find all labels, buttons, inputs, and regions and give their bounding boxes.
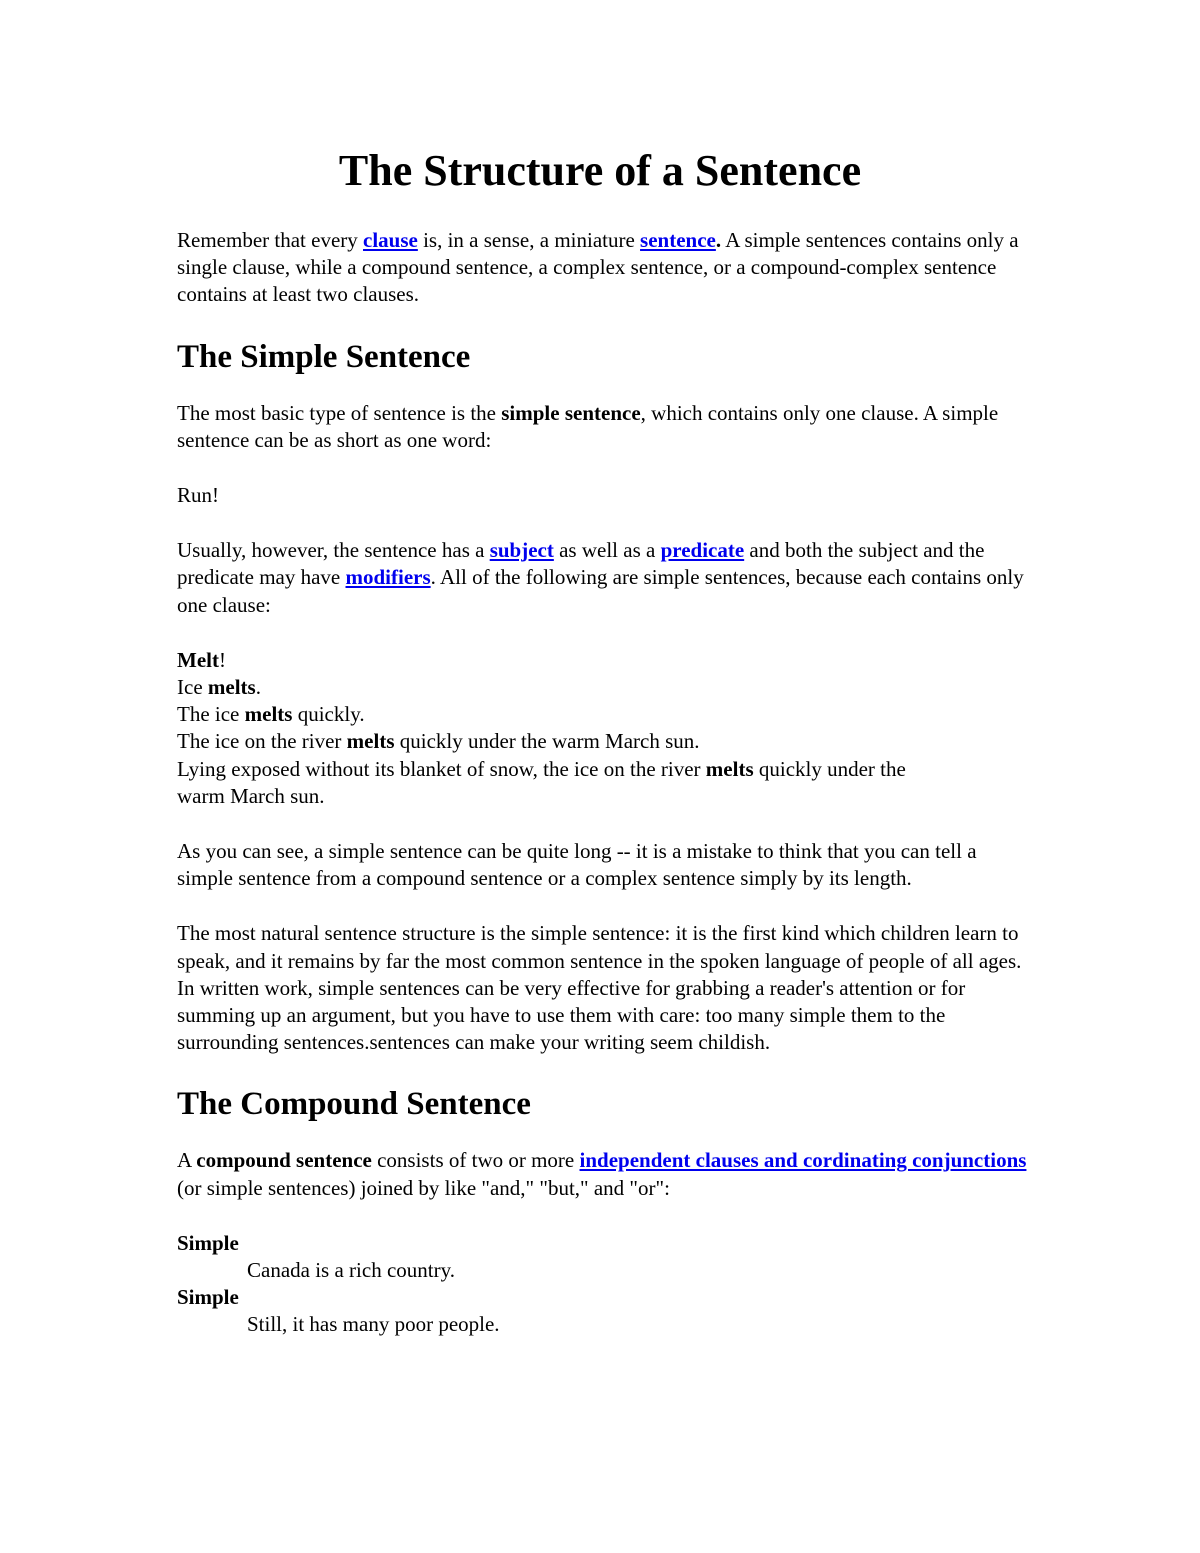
document-body <box>177 143 1037 1339</box>
link-predicate[interactable]: predicate <box>660 538 745 563</box>
simple-paragraph-4: The most natural sentence structure is the simple sentence: it is the first kind which children learn to speak, and it remains by far the most common sentence in the spoken language of people of all ages. In written work, simple sentences can be very effective for grabbing a reader's attention or for summing up an argument, but you have to use them with care: too many simple them to the surrounding sentences.sentences can make your writing seem childish. <box>177 921 1022 1055</box>
example-line <box>177 728 1037 755</box>
example-line <box>177 756 912 810</box>
link-modifiers[interactable]: modifiers <box>345 565 431 590</box>
example-verb: melts <box>705 756 754 781</box>
example-label: Simple <box>177 1230 239 1255</box>
intro-period: . <box>715 228 722 252</box>
section-heading-compound: The Compound Sentence <box>177 1086 531 1123</box>
compound-examples <box>177 1230 1037 1339</box>
intro-text: is, in a sense, a miniature <box>417 228 641 252</box>
section-heading-simple: The Simple Sentence <box>177 338 471 375</box>
compound-text: A <box>177 1148 197 1173</box>
page-title: The Structure of a Sentence <box>338 146 862 195</box>
simple-text: Usually, however, the sentence has a <box>177 538 490 563</box>
simple-examples-list <box>177 647 1037 810</box>
example-text: ! <box>218 647 226 672</box>
example-line <box>177 674 1037 701</box>
compound-text: (or simple sentences) joined by like "and," "but," and "or": <box>177 1175 670 1200</box>
example-verb: melts <box>346 729 395 754</box>
example-sentence: Still, it has many poor people. <box>247 1312 500 1337</box>
simple-term: simple sentence <box>501 400 641 425</box>
example-verb: melts <box>207 675 256 700</box>
example-text: Ice <box>177 675 208 700</box>
link-clause[interactable]: clause <box>363 228 418 252</box>
example-label: Simple <box>177 1285 239 1310</box>
intro-paragraph <box>177 227 1037 309</box>
example-verb: melts <box>244 702 293 727</box>
intro-text: A simple sentences contains only a single clause, while a compound sentence, a complex sentence, or a compound-complex sentence contains at least two clauses. <box>177 228 1019 307</box>
example-text: quickly. <box>292 702 365 727</box>
simple-text: as well as a <box>553 538 661 563</box>
example-line <box>177 647 1037 674</box>
simple-text: The most basic type of sentence is the <box>177 400 502 425</box>
example-text: The ice <box>177 702 245 727</box>
compound-term: compound sentence <box>196 1148 372 1173</box>
example-line <box>177 701 1037 728</box>
simple-paragraph-3: As you can see, a simple sentence can be quite long -- it is a mistake to think that you can tell a simple sentence from a compound sentence or a complex sentence simply by its length. <box>177 839 977 891</box>
example-verb: Melt <box>177 647 219 672</box>
example-text: Lying exposed without its blanket of snow, the ice on the river <box>177 756 706 781</box>
example-sentence: Canada is a rich country. <box>247 1258 455 1283</box>
compound-text: consists of two or more <box>371 1148 580 1173</box>
example-text: quickly under the warm March sun. <box>177 756 906 808</box>
simple-text: , which contains only one clause. A simple sentence can be as short as one word: <box>177 400 999 452</box>
example-text: . <box>255 675 261 700</box>
simple-text: and both the subject and the predicate may have <box>177 538 985 590</box>
intro-text: Remember that every <box>177 228 364 252</box>
compound-paragraph-1 <box>177 1147 1037 1201</box>
simple-paragraph-2 <box>177 537 1037 619</box>
simple-paragraph-1 <box>177 400 1037 454</box>
simple-text: . All of the following are simple sentences, because each contains only one clause: <box>177 565 1024 617</box>
example-run: Run! <box>177 483 219 508</box>
link-independent-clauses[interactable]: independent clauses and cordinating conjunctions <box>579 1148 1027 1173</box>
example-text: quickly under the warm March sun. <box>394 729 700 754</box>
example-text: The ice on the river <box>177 729 347 754</box>
link-subject[interactable]: subject <box>489 538 554 563</box>
link-sentence[interactable]: sentence <box>640 228 716 252</box>
